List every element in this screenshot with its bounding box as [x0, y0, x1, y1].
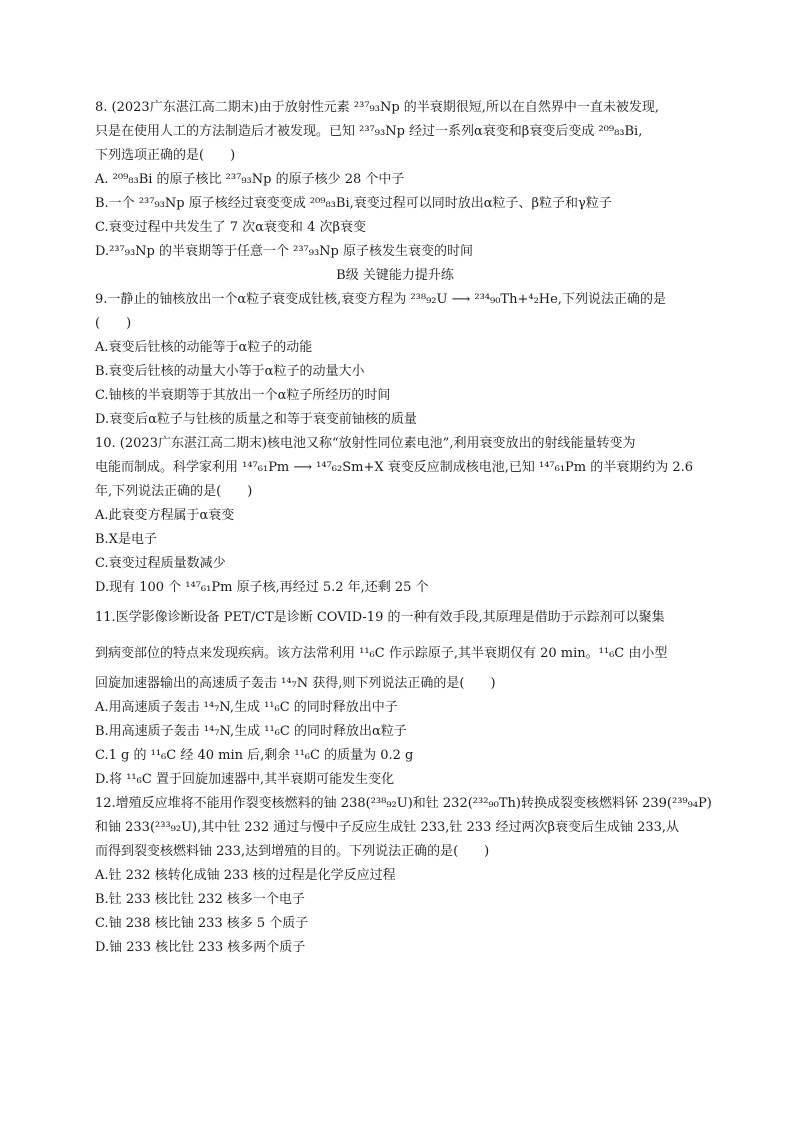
question-12-option-c: C.铀 238 核比铀 233 核多 5 个质子 — [95, 916, 309, 931]
question-9-option-c: C.铀核的半衰期等于其放出一个α粒子所经历的时间 — [95, 388, 391, 403]
question-10-option-b: B.X是电子 — [95, 532, 157, 547]
question-12-stem-line-1: 12.增殖反应堆将不能用作裂变核燃料的铀 238(²³⁸₉₂U)和钍 232(²³²₉₀Th)转换成裂变核燃料钚 239(²³⁹₉₄P) — [95, 796, 712, 811]
question-9 — [95, 288, 695, 432]
question-11-option-d: D.将 ¹¹₆C 置于回旋加速器中,其半衰期可能发生变化 — [95, 772, 395, 787]
question-9-option-b: B.衰变后钍核的动量大小等于α粒子的动量大小 — [95, 364, 365, 379]
question-10-stem-line-2: 电能而制成。科学家利用 ¹⁴⁷₆₁Pm ⟶ ¹⁴⁷₆₂Sm+X 衰变反应制成核电池,已知 ¹⁴⁷₆₁Pm 的半衰期约为 2.6 — [95, 460, 694, 475]
section-heading-b: B级 关键能力提升练 — [336, 268, 454, 283]
question-8-option-d: D.²³⁷₉₃Np 的半衰期等于任意一个 ²³⁷₉₃Np 原子核发生衰变的时间 — [95, 244, 473, 259]
question-8-stem-line-2: 只是在使用人工的方法制造后才被发现。已知 ²³⁷₉₃Np 经过一系列α衰变和β衰变后变成 ²⁰⁹₈₃Bi, — [95, 124, 643, 139]
question-10-stem-line-3: 年,下列说法正确的是( ) — [95, 484, 253, 499]
question-11-option-b: B.用高速质子轰击 ¹⁴₇N,生成 ¹¹₆C 的同时释放出α粒子 — [95, 724, 407, 739]
question-12-option-d: D.铀 233 核比钍 233 核多两个质子 — [95, 940, 306, 955]
question-12-stem-line-3: 而得到裂变核燃料铀 233,达到增殖的目的。下列说法正确的是( ) — [95, 844, 490, 859]
question-9-option-d: D.衰变后α粒子与钍核的质量之和等于衰变前铀核的质量 — [95, 412, 417, 427]
question-12-option-b: B.钍 233 核比钍 232 核多一个电子 — [95, 892, 305, 907]
question-10-stem-line-1: 10. (2023广东湛江高二期末)核电池又称“放射性同位素电池”,利用衰变放出的射线能量转变为 — [95, 436, 636, 451]
question-9-option-a: A.衰变后钍核的动能等于α粒子的动能 — [95, 340, 313, 355]
question-8-option-c: C.衰变过程中共发生了 7 次α衰变和 4 次β衰变 — [95, 220, 366, 235]
question-8 — [95, 96, 695, 264]
worksheet-page — [95, 96, 712, 960]
question-10-option-a: A.此衰变方程属于α衰变 — [95, 508, 235, 523]
question-8-option-b: B.一个 ²³⁷₉₃Np 原子核经过衰变变成 ²⁰⁹₈₃Bi,衰变过程可以同时放出α粒子、β粒子和γ粒子 — [95, 196, 612, 211]
question-11-option-c: C.1 g 的 ¹¹₆C 经 40 min 后,剩余 ¹¹₆C 的质量为 0.2 g — [95, 748, 414, 763]
question-10-option-d: D.现有 100 个 ¹⁴⁷₆₁Pm 原子核,再经过 5.2 年,还剩 25 个 — [95, 580, 429, 595]
question-8-option-a: A. ²⁰⁹₈₃Bi 的原子核比 ²³⁷₉₃Np 的原子核少 28 个中子 — [95, 172, 405, 187]
question-11 — [95, 600, 695, 792]
question-8-stem-line-1: 8. (2023广东湛江高二期末)由于放射性元素 ²³⁷₉₃Np 的半衰期很短,所以在自然界中一直未被发现, — [95, 100, 660, 115]
question-9-stem-line-2: ( ) — [95, 316, 132, 331]
question-10 — [95, 432, 695, 600]
question-8-stem-line-3: 下列选项正确的是( ) — [95, 148, 236, 163]
question-12 — [95, 792, 712, 960]
question-11-stem-line-2: 到病变部位的特点来发现疾病。该方法常利用 ¹¹₆C 作示踪原子,其半衰期仅有 20 min。¹¹₆C 由小型 — [95, 646, 668, 661]
question-10-option-c: C.衰变过程质量数减少 — [95, 556, 226, 571]
question-11-stem-line-3: 回旋加速器输出的高速质子轰击 ¹⁴₇N 获得,则下列说法正确的是( ) — [95, 676, 496, 691]
question-12-option-a: A.钍 232 核转化成铀 233 核的过程是化学反应过程 — [95, 868, 396, 883]
question-11-option-a: A.用高速质子轰击 ¹⁴₇N,生成 ¹¹₆C 的同时释放出中子 — [95, 700, 398, 715]
question-12-stem-line-2: 和铀 233(²³³₉₂U),其中钍 232 通过与慢中子反应生成钍 233,钍 233 经过两次β衰变后生成铀 233,从 — [95, 820, 680, 835]
question-9-stem-line-1: 9.一静止的铀核放出一个α粒子衰变成钍核,衰变方程为 ²³⁸₉₂U ⟶ ²³⁴₉₀Th+⁴₂He,下列说法正确的是 — [95, 292, 666, 307]
question-11-stem-line-1: 11.医学影像诊断设备 PET/CT是诊断 COVID-19 的一种有效手段,其原理是借助于示踪剂可以聚集 — [95, 610, 665, 625]
